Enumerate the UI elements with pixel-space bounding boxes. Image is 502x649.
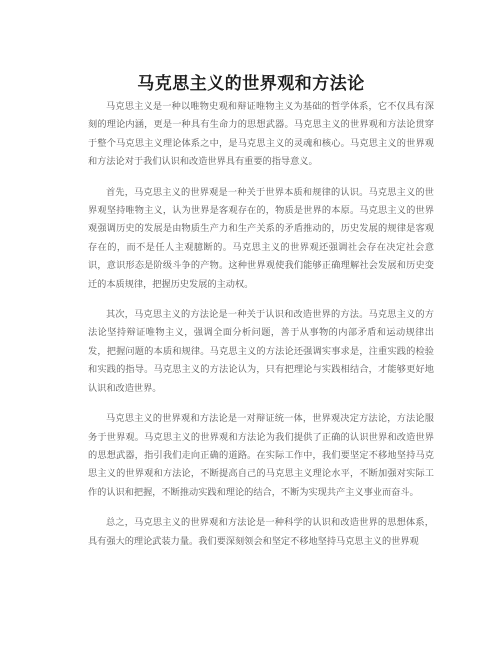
paragraph-unity: 马克思主义的世界观和方法论是一对辩证统一体，世界观决定方法论，方法论服务于世界观。马克思主义的世界观和方法论为我们提供了正确的认识世界和改造世界的思想武器，指引我们走向正确的道路。在实际工作中，我们要坚定不移地坚持马克思主义的世界观和方法论，不断提高自己的马克思主义理论水平，不断加强对实际工作的认识和把握，不断推动实践和理论的结合，不断为实现共产主义事业而奋斗。 bbox=[88, 413, 434, 498]
document-body bbox=[88, 98, 434, 563]
paragraph-intro: 马克思主义是一种以唯物史观和辩证唯物主义为基础的哲学体系，它不仅具有深刻的理论内涵，更是一种具有生命力的思想武器。马克思主义的世界观和方法论贯穿于整个马克思主义理论体系之中，是马克思主义的灵魂和核心。马克思主义的世界观和方法论对于我们认识和改造世界具有重要的指导意义。 bbox=[88, 101, 434, 168]
paragraph-worldview: 首先，马克思主义的世界观是一种关于世界本质和规律的认识。马克思主义的世界观坚持唯物主义，认为世界是客观存在的，物质是世界的本原。马克思主义的世界观强调历史的发展是由物质生产力和生产关系的矛盾推动的，历史发展的规律是客观存在的，而不是任人主观臆断的。马克思主义的世界观还强调社会存在决定社会意识，意识形态是阶级斗争的产物。这种世界观使我们能够正确理解社会发展和历史变迁的本质规律，把握历史发展的主动权。 bbox=[88, 186, 434, 290]
paragraph-conclusion: 总之，马克思主义的世界观和方法论是一种科学的认识和改造世界的思想体系，具有强大的理论武装力量。我们要深刻领会和坚定不移地坚持马克思主义的世界观 bbox=[88, 517, 434, 547]
paragraph-methodology: 其次，马克思主义的方法论是一种关于认识和改造世界的方法。马克思主义的方法论坚持辩证唯物主义，强调全面分析问题，善于从事物的内部矛盾和运动规律出发，把握问题的本质和规律。马克思主义的方法论还强调实事求是，注重实践的检验和实践的指导。马克思主义的方法论认为，只有把理论与实践相结合，才能够更好地认识和改造世界。 bbox=[88, 309, 434, 394]
document-title: 马克思主义的世界观和方法论 bbox=[137, 74, 365, 95]
